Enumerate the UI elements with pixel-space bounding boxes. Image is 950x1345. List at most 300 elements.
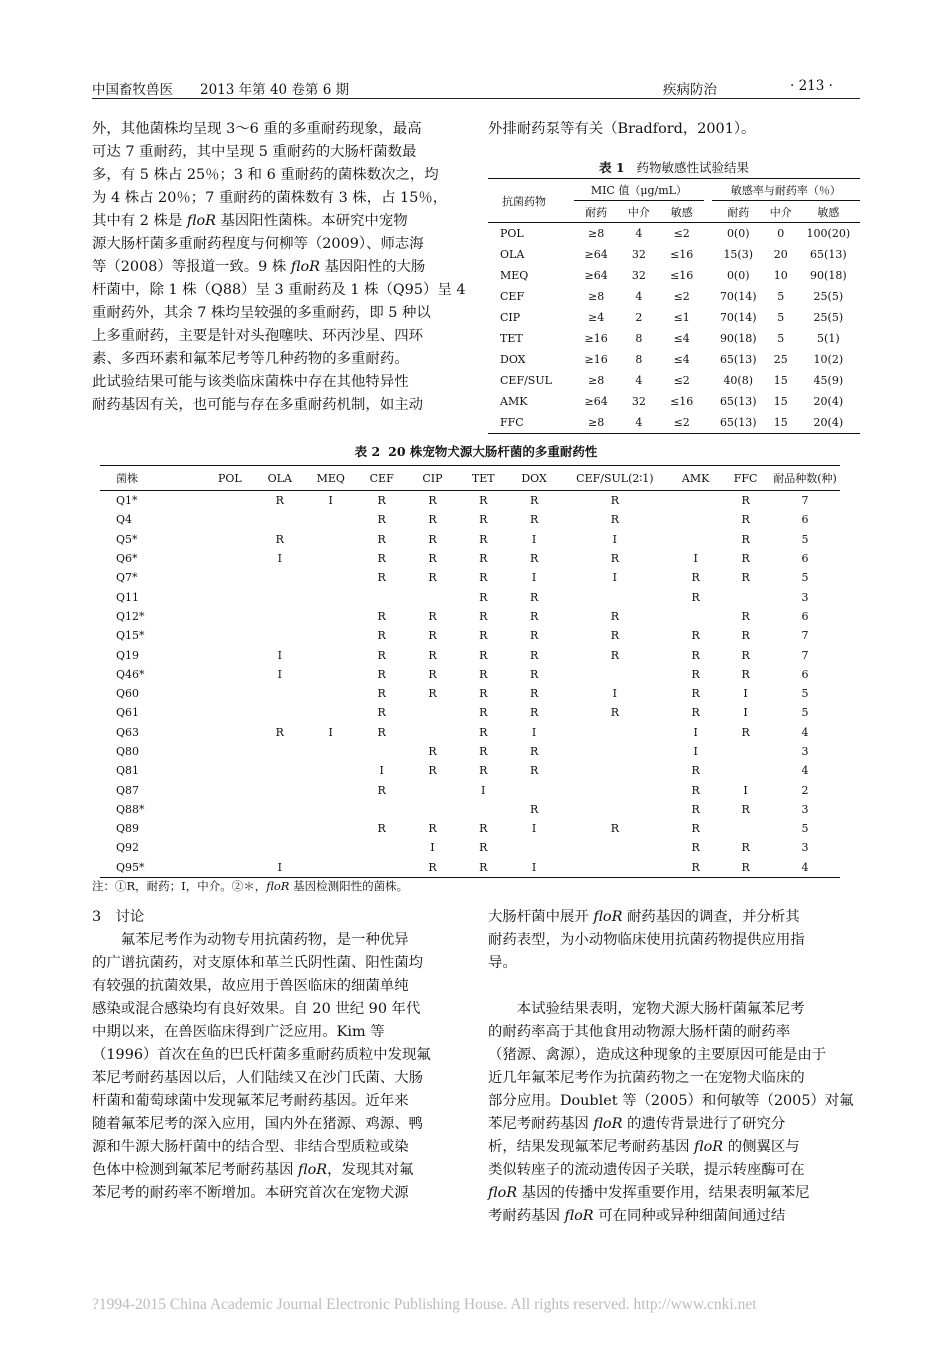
- table1-caption: [488, 158, 860, 176]
- table2-value-cell: R: [377, 783, 386, 797]
- text-line: 此试验结果可能与该类临床菌株中存在其他特异性: [92, 374, 409, 390]
- table2-value-cell: R: [479, 841, 488, 855]
- table2-value-cell: I: [277, 648, 282, 662]
- table2-row: [100, 607, 840, 626]
- table2-value-cell: [205, 780, 254, 799]
- table2-caption-text: 20 株宠物犬源大肠杆菌的多重耐药性: [388, 444, 598, 459]
- table2-value-cell: R: [377, 532, 386, 546]
- table2: [100, 465, 840, 878]
- table2-value-cell: [509, 838, 560, 857]
- text-line: 导。: [488, 955, 517, 971]
- text-line: 析，结果发现氟苯尼考耐药基因 floR 的侧翼区与: [488, 1139, 800, 1155]
- table2-column-header: POL: [218, 471, 242, 485]
- table2-row: [100, 800, 840, 819]
- table2-row: [100, 665, 840, 684]
- table2-value-cell: R: [479, 532, 488, 546]
- table2-value-cell: [356, 858, 407, 878]
- table2-strain-cell: Q12*: [116, 609, 145, 623]
- table1-value-cell: 25(5): [813, 290, 844, 303]
- table1-value-cell: 20(4): [813, 395, 844, 408]
- table2-value-cell: [560, 761, 671, 780]
- text-line: 部分应用。Doublet 等（2005）和何敏等（2005）对氟: [488, 1093, 854, 1109]
- table1-value-cell: 5(1): [817, 332, 840, 345]
- table1-value-cell: 32: [631, 395, 646, 408]
- table2-value-cell: R: [428, 764, 437, 778]
- text-line: 源和牛源大肠杆菌中的结合型、非结合型质粒或染: [92, 1139, 409, 1155]
- table2-value-cell: 4: [801, 764, 809, 778]
- table2-strain-cell: Q6*: [116, 552, 138, 566]
- table2-value-cell: [305, 761, 356, 780]
- table1-value-cell: 15: [773, 374, 788, 387]
- text-line: 中期以来，在兽医临床得到广泛应用。Kim 等: [92, 1024, 385, 1040]
- table2-column-header: 菌株: [116, 472, 138, 485]
- table2-value-cell: R: [529, 706, 539, 720]
- table2-strain-cell: Q87: [116, 783, 140, 797]
- table2-value-cell: 3: [801, 802, 809, 816]
- table2-value-cell: [305, 819, 356, 838]
- table1-value-cell: ≤2: [673, 374, 690, 387]
- table2-value-cell: [205, 665, 254, 684]
- right-column-line: 外排耐药泵等有关（Bradford，2001）。: [488, 121, 756, 137]
- table1-drug-cell: OLA: [500, 248, 525, 261]
- text-line: 有较强的抗菌效果，故应用于兽医临床的细菌单纯: [92, 978, 409, 994]
- table2-value-cell: R: [529, 629, 539, 643]
- text-line: 的耐药率高于其他食用动物源大肠杆菌的耐药率: [488, 1024, 791, 1040]
- table2-value-cell: R: [529, 648, 539, 662]
- table2-column-header: OLA: [267, 471, 292, 485]
- table1-value-cell: ≤16: [670, 395, 694, 408]
- table1-subheader: 耐药: [585, 205, 608, 219]
- table2-value-cell: [205, 491, 254, 511]
- table1-row: [488, 265, 860, 286]
- table2-value-cell: R: [377, 494, 386, 508]
- table2-value-cell: R: [741, 571, 750, 585]
- text-line: 杆菌中，除 1 株（Q88）呈 3 重耐药及 1 株（Q95）呈 4: [92, 282, 466, 298]
- table2-value-cell: R: [691, 648, 700, 662]
- table2-column-header: 耐品种数(种): [773, 472, 837, 485]
- table2-value-cell: R: [479, 609, 488, 623]
- table2-value-cell: [205, 761, 254, 780]
- table1-value-cell: ≥64: [584, 248, 608, 261]
- table2-row: [100, 819, 840, 838]
- text-line: 外，其他菌株均呈现 3～6 重的多重耐药现象，最高: [92, 121, 422, 137]
- right-column-text: [488, 118, 860, 141]
- table1-value-cell: 65(13): [719, 353, 757, 366]
- table1-drug-cell: MEQ: [500, 269, 529, 282]
- table2-value-cell: R: [377, 571, 386, 585]
- table2-value-cell: 5: [801, 571, 809, 585]
- table2-value-cell: [205, 607, 254, 626]
- table2-strain-cell: Q7*: [116, 571, 138, 585]
- table2-strain-cell: Q5*: [116, 532, 138, 546]
- table1-value-cell: 5: [777, 290, 785, 303]
- table2-value-cell: [560, 742, 671, 761]
- table2-value-cell: R: [479, 706, 488, 720]
- table1-row: [488, 328, 860, 349]
- table2-value-cell: 5: [801, 532, 809, 546]
- table2-value-cell: R: [741, 532, 750, 546]
- table1-value-cell: ≥64: [584, 395, 608, 408]
- table2-value-cell: R: [741, 725, 750, 739]
- table2-value-cell: R: [479, 513, 488, 527]
- table2-value-cell: R: [741, 552, 750, 566]
- table2-value-cell: R: [428, 513, 437, 527]
- table2-value-cell: [305, 568, 356, 587]
- table2-value-cell: R: [377, 822, 386, 836]
- table1-value-cell: ≤2: [673, 416, 690, 429]
- table2-value-cell: I: [531, 532, 537, 546]
- table2-value-cell: [254, 819, 305, 838]
- table2-value-cell: R: [479, 725, 488, 739]
- header-rule: [92, 98, 860, 99]
- table2-value-cell: [305, 800, 356, 819]
- table1-drug-cell: POL: [500, 227, 524, 240]
- table2-row: [100, 568, 840, 587]
- table2-value-cell: [670, 607, 721, 626]
- table2-value-cell: I: [430, 841, 435, 855]
- text-line: （1996）首次在鱼的巴氏杆菌多重耐药质粒中发现氟: [92, 1047, 431, 1063]
- text-line: 感染或混合感染均有良好效果。自 20 世纪 90 年代: [92, 1001, 421, 1017]
- table1-rate-header: 敏感率与耐药率（％）: [712, 179, 860, 201]
- table2-value-cell: [305, 607, 356, 626]
- table2-value-cell: I: [531, 571, 537, 585]
- table1-row: [488, 286, 860, 307]
- table2-value-cell: [205, 742, 254, 761]
- table2-value-cell: [560, 665, 671, 684]
- table1-subheader: 耐药: [727, 205, 750, 219]
- table2-value-cell: R: [691, 629, 700, 643]
- table1-value-cell: ≥8: [587, 290, 605, 303]
- text-line: floR 基因的传播中发挥重要作用，结果表明氟苯尼: [488, 1185, 810, 1201]
- table2-value-cell: R: [529, 764, 539, 778]
- table2-strain-cell: Q46*: [116, 667, 145, 681]
- table2-value-cell: R: [428, 629, 437, 643]
- table2-strain-cell: Q63: [116, 725, 140, 739]
- table2-value-cell: R: [529, 687, 539, 701]
- table2-value-cell: R: [275, 725, 284, 739]
- table2-strain-cell: Q4: [116, 513, 133, 527]
- table1-caption-text: 药物敏感性试验结果: [636, 160, 749, 175]
- table2-column-header: CIP: [422, 471, 443, 485]
- table2-strain-cell: Q60: [116, 687, 140, 701]
- table1-value-cell: ≥8: [587, 227, 605, 240]
- table2-value-cell: I: [277, 667, 282, 681]
- table1-subheader: 中介: [769, 205, 792, 219]
- table2-strain-cell: Q88*: [116, 802, 145, 816]
- table2-value-cell: 7: [801, 648, 809, 662]
- table2-value-cell: I: [693, 725, 698, 739]
- table2-value-cell: R: [691, 687, 700, 701]
- table2-value-cell: R: [691, 590, 700, 604]
- table2-value-cell: R: [529, 552, 539, 566]
- table2-value-cell: [205, 800, 254, 819]
- table2-value-cell: R: [479, 745, 488, 758]
- table2-value-cell: I: [612, 687, 618, 701]
- table2-value-cell: [254, 510, 305, 529]
- table2-value-cell: [560, 858, 671, 878]
- text-line: 等（2008）等报道一致。9 株 floR 基因阳性的大肠: [92, 259, 426, 275]
- table1-value-cell: ≤16: [670, 269, 694, 282]
- table2-row: [100, 645, 840, 664]
- table2-value-cell: [305, 858, 356, 878]
- table2-value-cell: [205, 568, 254, 587]
- table2-value-cell: 3: [801, 590, 809, 604]
- table1-drug-header: 抗菌药物: [502, 194, 546, 208]
- text-line: 大肠杆菌中展开 floR 耐药基因的调查，并分析其: [488, 909, 800, 925]
- table2-value-cell: I: [531, 725, 537, 739]
- table2-value-cell: 6: [801, 667, 809, 681]
- table2-value-cell: [305, 530, 356, 549]
- table1-value-cell: 8: [635, 353, 643, 366]
- table1-value-cell: 5: [777, 311, 785, 324]
- table1-subheader: 敏感: [670, 205, 693, 219]
- table1-value-cell: ≤2: [673, 227, 690, 240]
- table2-value-cell: [356, 742, 407, 761]
- table1-subheader: 敏感: [817, 205, 840, 219]
- table2-value-cell: R: [741, 802, 750, 816]
- table2-value-cell: 5: [801, 822, 809, 836]
- table2-value-cell: [205, 510, 254, 529]
- table2-value-cell: [254, 587, 305, 606]
- table2-value-cell: R: [610, 552, 619, 566]
- text-line: 苯尼考耐药基因以后，人们陆续又在沙门氏菌、大肠: [92, 1070, 423, 1086]
- table2-value-cell: R: [691, 667, 700, 681]
- text-line: 耐药基因有关，也可能与存在多重耐药机制，如主动: [92, 397, 423, 413]
- table2-value-cell: [560, 800, 671, 819]
- table2-value-cell: [560, 838, 671, 857]
- table2-value-cell: R: [529, 494, 539, 508]
- text-line: （猪源、禽源），造成这种现象的主要原因可能是由于: [488, 1047, 827, 1063]
- table1-value-cell: ≥8: [587, 374, 605, 387]
- text-line: 的广谱抗菌药，对支原体和革兰氏阴性菌、阳性菌均: [92, 955, 423, 971]
- table1-value-cell: 4: [635, 227, 643, 240]
- table2-value-cell: [205, 626, 254, 645]
- table1-value-cell: 10: [773, 269, 788, 282]
- table1-value-cell: 25: [773, 353, 788, 366]
- table2-strain-cell: Q95*: [116, 860, 145, 874]
- table2-value-cell: R: [479, 552, 488, 566]
- table2-value-cell: [721, 819, 770, 838]
- table2-value-cell: R: [377, 706, 386, 720]
- table1-row: [488, 307, 860, 328]
- table2-value-cell: R: [377, 629, 386, 643]
- table2-value-cell: [509, 780, 560, 799]
- table2-value-cell: R: [741, 648, 750, 662]
- table2-value-cell: [205, 723, 254, 742]
- table1-row: [488, 370, 860, 391]
- table2-value-cell: I: [693, 745, 698, 758]
- text-line: 为 4 株占 20％；7 重耐药的菌株数有 3 株，占 15％，: [92, 190, 448, 206]
- table2-strain-cell: Q92: [116, 841, 140, 855]
- table2-value-cell: 6: [801, 552, 809, 566]
- table2-value-cell: [407, 800, 458, 819]
- table2-value-cell: R: [610, 822, 619, 836]
- table2-value-cell: R: [428, 667, 437, 681]
- table2-value-cell: R: [741, 841, 750, 855]
- table2-value-cell: [205, 587, 254, 606]
- table2-value-cell: I: [693, 552, 698, 566]
- table2-value-cell: [205, 684, 254, 703]
- table2-value-cell: R: [377, 609, 386, 623]
- table2-row: [100, 838, 840, 857]
- text-line: 耐药表型，为小动物临床使用抗菌药物提供应用指: [488, 932, 805, 948]
- table2-value-cell: [560, 780, 671, 799]
- table2-value-cell: 5: [801, 706, 809, 720]
- table2-value-cell: R: [479, 822, 488, 836]
- table1: [488, 178, 860, 434]
- text-line: 本试验结果表明，宠物犬源大肠杆菌氟苯尼考: [516, 1001, 805, 1017]
- table2-value-cell: [305, 510, 356, 529]
- table2-value-cell: [670, 491, 721, 511]
- table2-value-cell: 2: [801, 783, 809, 797]
- table2-value-cell: R: [377, 687, 386, 701]
- table1-value-cell: ≤2: [673, 290, 690, 303]
- table2-value-cell: [205, 838, 254, 857]
- table1-value-cell: ≤16: [670, 248, 694, 261]
- table1-value-cell: 70(14): [719, 290, 757, 303]
- table2-value-cell: [205, 819, 254, 838]
- table1-value-cell: ≤4: [673, 332, 690, 345]
- table2-value-cell: R: [377, 648, 386, 662]
- table2-value-cell: R: [479, 629, 488, 643]
- table2-value-cell: R: [610, 629, 619, 643]
- table2-value-cell: 4: [801, 860, 809, 874]
- table2-value-cell: [670, 510, 721, 529]
- table2-value-cell: [407, 587, 458, 606]
- table1-caption-label: 表 1: [599, 160, 625, 175]
- text-line: 色体中检测到氟苯尼考耐药基因 floR，发现其对氟: [92, 1162, 414, 1178]
- table2-value-cell: R: [428, 571, 437, 585]
- table2-strain-cell: Q15*: [116, 629, 145, 643]
- table2-row: [100, 549, 840, 568]
- table1-value-cell: 0: [777, 227, 785, 240]
- table2-value-cell: [305, 780, 356, 799]
- table2-value-cell: R: [479, 494, 488, 508]
- table2-value-cell: [305, 665, 356, 684]
- table1-value-cell: 20: [773, 248, 788, 261]
- table2-row: [100, 626, 840, 645]
- table1-value-cell: 32: [631, 269, 646, 282]
- table1-value-cell: 70(14): [719, 311, 757, 324]
- table2-value-cell: R: [479, 648, 488, 662]
- table2-value-cell: R: [610, 706, 619, 720]
- table1-subheader: 中介: [627, 205, 650, 219]
- table2-value-cell: R: [479, 590, 488, 604]
- table1-value-cell: 90(18): [719, 332, 757, 345]
- table2-row: [100, 742, 840, 761]
- table1-value-cell: 40(8): [723, 374, 754, 387]
- table2-value-cell: [254, 568, 305, 587]
- table1-value-cell: 90(18): [810, 269, 847, 282]
- table2-value-cell: [560, 587, 671, 606]
- table2-value-cell: R: [691, 860, 700, 874]
- table2-value-cell: [305, 684, 356, 703]
- table2-value-cell: R: [377, 667, 386, 681]
- table2-value-cell: I: [743, 783, 748, 797]
- table2-row: [100, 491, 840, 511]
- text-line: 随着氟苯尼考的深入应用，国内外在猪源、鸡源、鸭: [92, 1116, 423, 1132]
- table2-value-cell: R: [428, 609, 437, 623]
- table2-value-cell: R: [529, 590, 539, 604]
- text-line: 源大肠杆菌多重耐药程度与何柳等（2009）、师志海: [92, 236, 424, 252]
- table1-value-cell: 100(20): [806, 227, 851, 240]
- table2-value-cell: R: [377, 725, 386, 739]
- table1-value-cell: 4: [635, 416, 643, 429]
- table2-value-cell: R: [479, 687, 488, 701]
- table2-value-cell: I: [743, 687, 748, 701]
- table2-value-cell: R: [529, 802, 539, 816]
- table2-value-cell: [205, 645, 254, 664]
- table1-row: [488, 349, 860, 370]
- table1-value-cell: 45(9): [813, 374, 844, 387]
- table2-value-cell: [407, 703, 458, 722]
- table2-value-cell: [305, 838, 356, 857]
- text-line: 素、多西环素和氟苯尼考等几种药物的多重耐药。: [92, 351, 409, 367]
- table1-value-cell: ≥8: [587, 416, 605, 429]
- table2-value-cell: R: [428, 860, 437, 874]
- table2-value-cell: [254, 780, 305, 799]
- table1-value-cell: 4: [635, 374, 643, 387]
- left-column-text: [92, 118, 464, 417]
- section3-left: [92, 906, 464, 1205]
- table2-value-cell: I: [612, 532, 618, 546]
- table2-value-cell: [356, 587, 407, 606]
- text-line: 苯尼考的耐药率不断增加。本研究首次在宠物犬源: [92, 1185, 409, 1201]
- table1-value-cell: 2: [635, 311, 643, 324]
- table2-value-cell: R: [428, 687, 437, 701]
- table2-value-cell: [254, 742, 305, 761]
- table2-caption-label: 表 2: [354, 444, 381, 459]
- table2-value-cell: [721, 587, 770, 606]
- table2-column-header: TET: [471, 471, 495, 485]
- table1-row: [488, 391, 860, 412]
- text-line: 近几年氟苯尼考作为抗菌药物之一在宠物犬临床的: [488, 1070, 805, 1086]
- text-line: 苯尼考耐药基因 floR 的遗传背景进行了研究分: [488, 1116, 786, 1132]
- table2-value-cell: [721, 761, 770, 780]
- table1-drug-cell: FFC: [500, 416, 524, 429]
- table2-column-header: MEQ: [316, 471, 345, 485]
- table1-row: [488, 412, 860, 434]
- table2-value-cell: R: [610, 648, 619, 662]
- table2-value-cell: R: [479, 571, 488, 585]
- table1-drug-cell: CEF/SUL: [500, 374, 552, 387]
- table1-drug-cell: CEF: [500, 290, 525, 303]
- table2-value-cell: R: [691, 764, 700, 778]
- table2-value-cell: [254, 607, 305, 626]
- table1-value-cell: 25(5): [813, 311, 844, 324]
- table2-value-cell: [254, 684, 305, 703]
- table2-value-cell: [670, 530, 721, 549]
- journal-name: 中国畜牧兽医: [92, 82, 173, 98]
- table2-value-cell: R: [428, 822, 437, 836]
- table1-value-cell: 20(4): [813, 416, 844, 429]
- table2-value-cell: R: [275, 494, 284, 508]
- table2-value-cell: [254, 703, 305, 722]
- table2-value-cell: R: [529, 745, 539, 758]
- table2-value-cell: R: [479, 667, 488, 681]
- table2-value-cell: 7: [801, 629, 809, 643]
- section3-right: [488, 906, 860, 1228]
- table2-value-cell: [305, 645, 356, 664]
- table2-value-cell: 6: [801, 513, 809, 527]
- table2-value-cell: R: [529, 667, 539, 681]
- text-line: 氟苯尼考作为动物专用抗菌药物，是一种优异: [120, 932, 409, 948]
- text-line: 可达 7 重耐药，其中呈现 5 重耐药的大肠杆菌数最: [92, 144, 417, 160]
- table1-drug-cell: AMK: [500, 395, 528, 408]
- table2-value-cell: I: [277, 860, 282, 874]
- table2-value-cell: [305, 549, 356, 568]
- table2-value-cell: R: [428, 552, 437, 566]
